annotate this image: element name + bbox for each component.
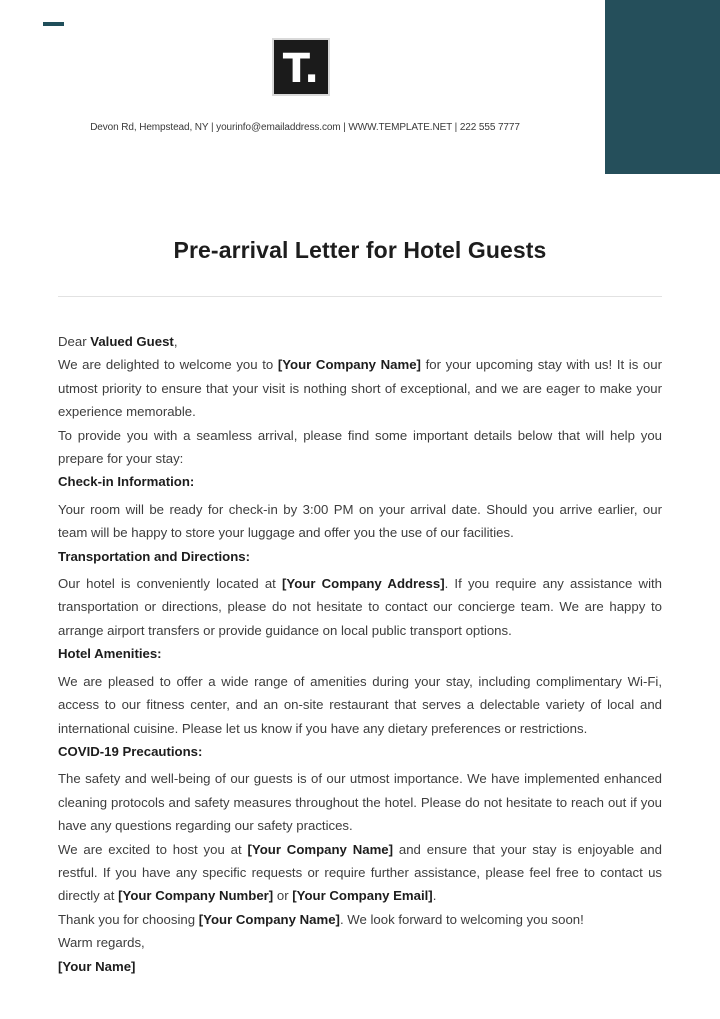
company-name: [Your Company Name] <box>198 911 340 927</box>
covid-text: The safety and well-being of our guests is of our utmost importance. We have implemented enhanced cleaning protocols and safety measures throughout the hotel. Please do not hesitate to reach out if you have any questions regarding our safety practices. <box>58 771 662 834</box>
company-email: [Your Company Email] <box>292 888 433 904</box>
corner-block <box>605 0 720 174</box>
letter-body <box>58 330 662 978</box>
company-name: [Your Company Name] <box>277 357 421 373</box>
covid-heading: COVID-19 Precautions: <box>58 743 203 759</box>
intro-paragraph: We are delighted to welcome you to [Your Company Name] for your upcoming stay with us! It is our utmost priority to ensure that your visit is nothing short of exceptional, and we are eager to make your experience memorable. <box>58 357 662 420</box>
greeting: Dear Valued Guest, <box>58 334 178 349</box>
guest-name: Valued Guest <box>90 334 174 349</box>
transport-heading: Transportation and Directions: <box>58 548 250 564</box>
transport-text: Our hotel is conveniently located at [Your Company Address]. If you require any assistance with transportation or directions, please do not hesitate to contact our concierge team. We are happy to arrange airport transfers or provide guidance on local public transport options. <box>58 576 662 638</box>
company-logo: T. <box>272 38 330 96</box>
page-title: Pre-arrival Letter for Hotel Guests <box>173 237 547 263</box>
divider <box>58 296 662 297</box>
thanks-line: Thank you for choosing [Your Company Name]. We look forward to welcoming you soon! <box>58 911 584 927</box>
intro-paragraph-2: To provide you with a seamless arrival, please find some important details below that will help you prepare for your stay: <box>58 427 662 467</box>
signature: [Your Name] <box>58 958 136 974</box>
company-address: [Your Company Address] <box>282 576 445 592</box>
closing-paragraph: We are excited to host you at [Your Company Name] and ensure that your stay is enjoyable and restful. If you have any specific requests or require further assistance, please feel free to contact us directly at [Your Company Number] or [Your Company Email]. <box>58 841 662 904</box>
checkin-heading: Check-in Information: <box>58 474 195 490</box>
company-name: [Your Company Name] <box>247 841 394 857</box>
accent-dash <box>43 22 64 26</box>
amenities-heading: Hotel Amenities: <box>58 646 162 662</box>
amenities-text: We are pleased to offer a wide range of amenities during your stay, including complimentary Wi-Fi, access to our fitness center, and an on-site restaurant that serves a delectable variety of local and international cuisine. Please let us know if you have any dietary preferences or restrictions. <box>58 673 662 736</box>
contact-line: Devon Rd, Hempstead, NY | yourinfo@emailaddress.com | WWW.TEMPLATE.NET | 222 555 7777 <box>90 122 520 133</box>
company-number: [Your Company Number] <box>118 888 274 904</box>
signoff: Warm regards, <box>58 935 145 951</box>
checkin-text: Your room will be ready for check-in by 3:00 PM on your arrival date. Should you arrive earlier, our team will be happy to store your luggage and offer you the use of our facilities. <box>58 501 662 541</box>
